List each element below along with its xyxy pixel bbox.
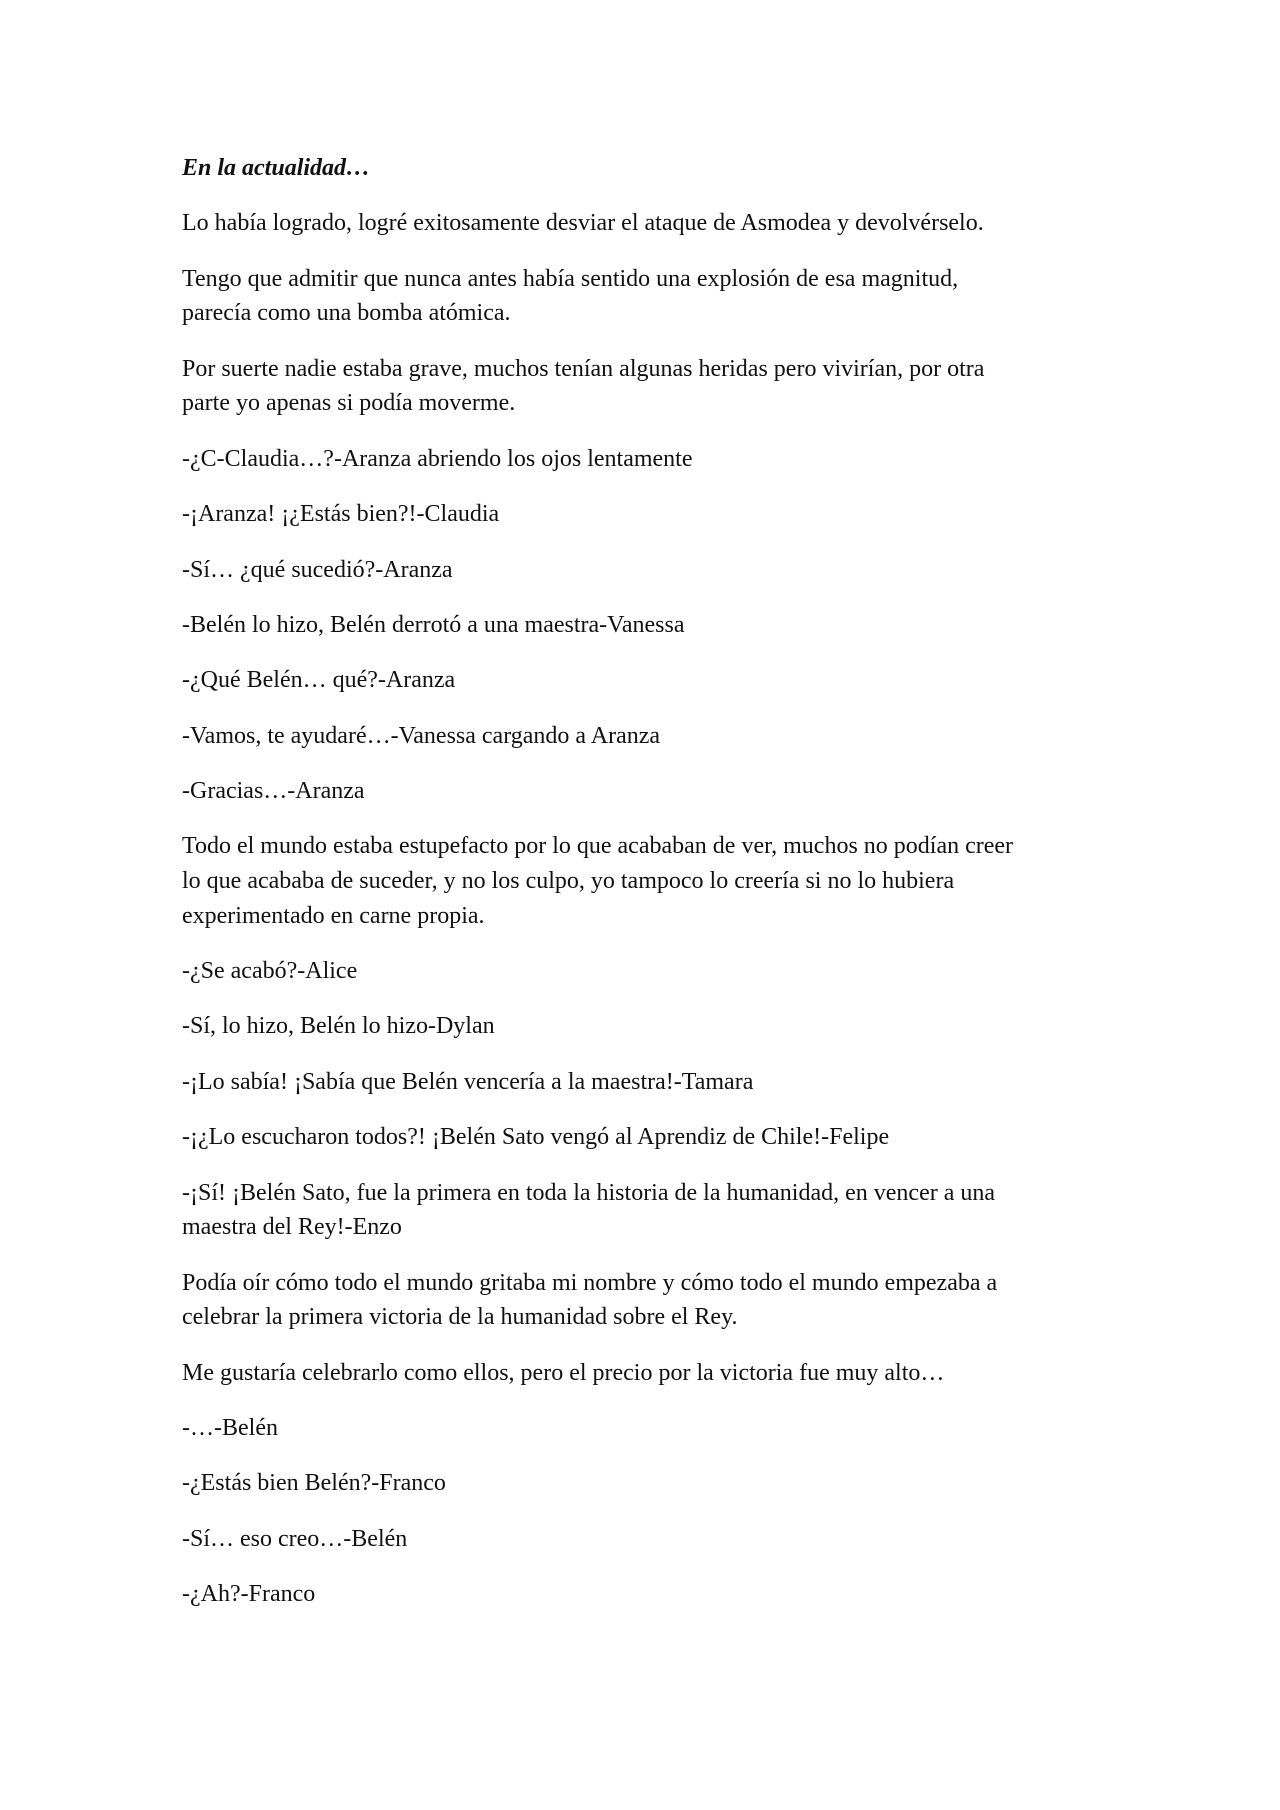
text-line: -Gracias…-Aranza <box>182 778 365 805</box>
paragraph <box>182 1466 1102 1501</box>
paragraph <box>182 719 1102 754</box>
paragraph <box>182 774 1102 809</box>
text-line: parecía como una bomba atómica. <box>182 300 511 327</box>
paragraph <box>182 553 1102 588</box>
paragraph <box>182 954 1102 989</box>
text-line: Podía oír cómo todo el mundo gritaba mi nombre y cómo todo el mundo empezaba a <box>182 1269 998 1296</box>
text-line: -Sí… eso creo…-Belén <box>182 1525 408 1552</box>
paragraph <box>182 262 1102 331</box>
text-line: maestra del Rey!-Enzo <box>182 1214 402 1241</box>
text-line: -¿Ah?-Franco <box>182 1581 316 1608</box>
text-line: -¡Lo sabía! ¡Sabía que Belén vencería a la maestra!-Tamara <box>182 1068 754 1095</box>
paragraph <box>182 1411 1102 1446</box>
text-line: -¿Se acabó?-Alice <box>182 958 358 985</box>
text-line: Lo había logrado, logré exitosamente desviar el ataque de Asmodea y devolvérselo. <box>182 210 984 237</box>
paragraph <box>182 829 1102 933</box>
paragraph <box>182 1120 1102 1155</box>
text-line: lo que acababa de suceder, y no los culpo, yo tampoco lo creería si no lo hubiera <box>182 868 955 895</box>
text-line: Me gustaría celebrarlo como ellos, pero el precio por la victoria fue muy alto… <box>182 1359 945 1386</box>
text-line: -¿Qué Belén… qué?-Aranza <box>182 667 456 694</box>
paragraph <box>182 1577 1102 1612</box>
paragraph <box>182 442 1102 477</box>
text-line: -¡Sí! ¡Belén Sato, fue la primera en toda la historia de la humanidad, en vencer a una <box>182 1179 996 1206</box>
paragraph <box>182 608 1102 643</box>
paragraph <box>182 1065 1102 1100</box>
section-title: En la actualidad… <box>182 155 371 181</box>
text-line: -Vamos, te ayudaré…-Vanessa cargando a Aranza <box>182 722 661 749</box>
paragraph <box>182 1522 1102 1557</box>
paragraph <box>182 1356 1102 1391</box>
text-line: -Sí, lo hizo, Belén lo hizo-Dylan <box>182 1013 495 1040</box>
paragraph <box>182 1176 1102 1245</box>
text-line: Por suerte nadie estaba grave, muchos tenían algunas heridas pero vivirían, por otra <box>182 355 985 382</box>
text-line: experimentado en carne propia. <box>182 902 485 929</box>
text-line: -Sí… ¿qué sucedió?-Aranza <box>182 556 453 583</box>
text-line: -…-Belén <box>182 1414 278 1441</box>
text-line: Todo el mundo estaba estupefacto por lo que acababan de ver, muchos no podían creer <box>182 833 1014 860</box>
paragraph <box>182 497 1102 532</box>
text-line: parte yo apenas si podía moverme. <box>182 390 516 417</box>
paragraph <box>182 663 1102 698</box>
document-page <box>182 151 1102 1633</box>
paragraph <box>182 352 1102 421</box>
text-line: -Belén lo hizo, Belén derrotó a una maestra-Vanessa <box>182 611 685 638</box>
text-line: celebrar la primera victoria de la humanidad sobre el Rey. <box>182 1304 738 1331</box>
text-line: -¿Estás bien Belén?-Franco <box>182 1470 446 1497</box>
paragraph <box>182 1266 1102 1335</box>
paragraph <box>182 206 1102 241</box>
text-line: Tengo que admitir que nunca antes había sentido una explosión de esa magnitud, <box>182 265 959 292</box>
text-line: -¿C-Claudia…?-Aranza abriendo los ojos lentamente <box>182 445 693 472</box>
text-line: -¡¿Lo escucharon todos?! ¡Belén Sato vengó al Aprendiz de Chile!-Felipe <box>182 1124 890 1151</box>
document-body <box>182 206 1102 1611</box>
text-line: -¡Aranza! ¡¿Estás bien?!-Claudia <box>182 501 500 528</box>
paragraph <box>182 1009 1102 1044</box>
